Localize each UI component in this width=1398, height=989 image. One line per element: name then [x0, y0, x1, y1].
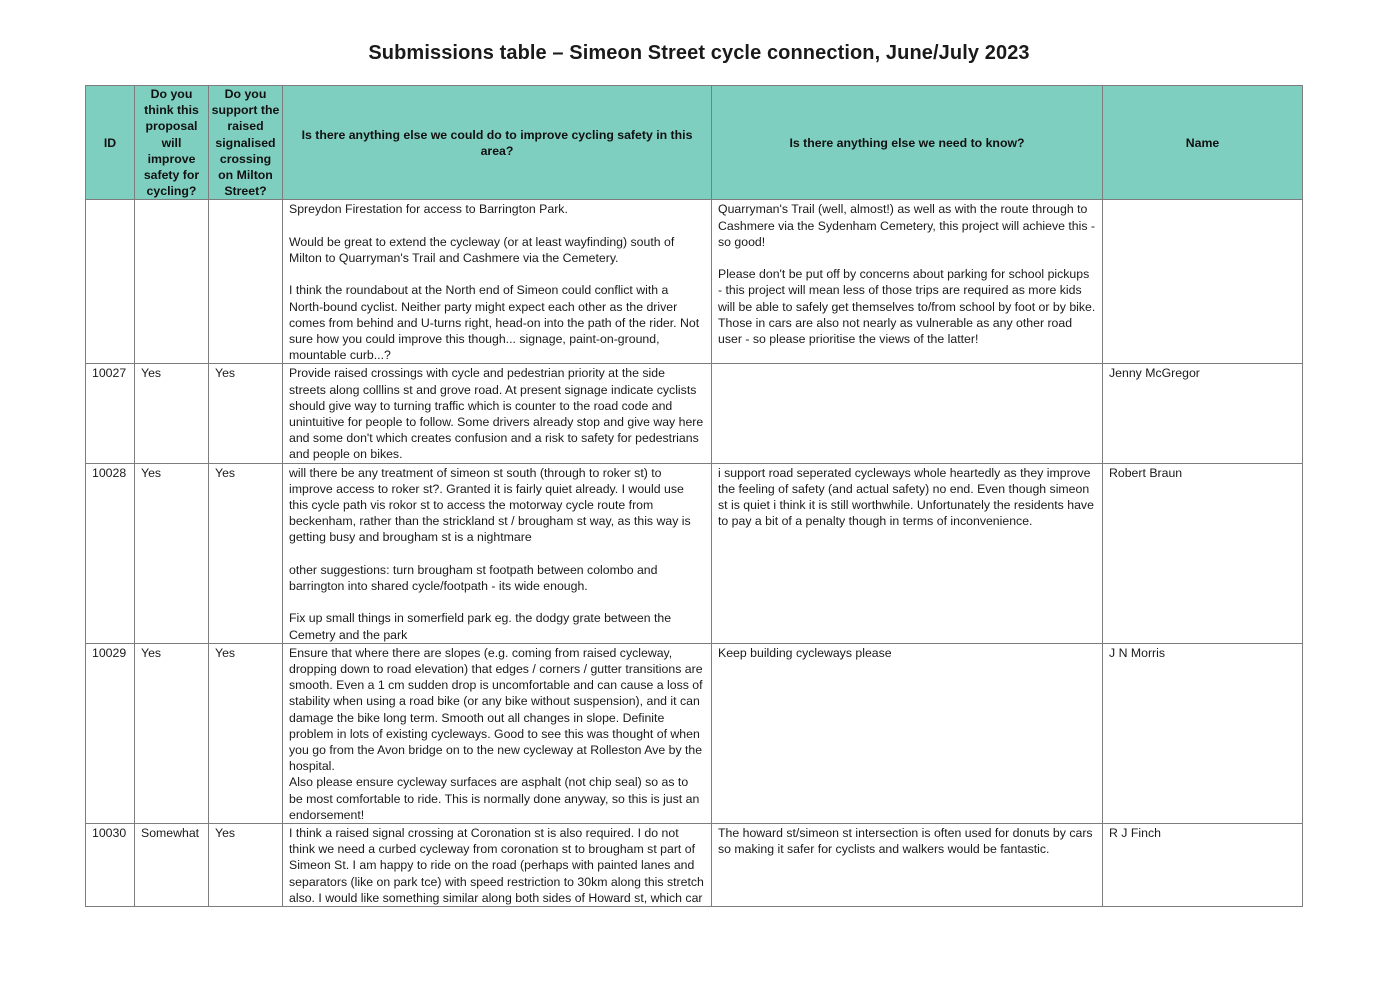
page-title: Submissions table – Simeon Street cycle connection, June/July 2023: [368, 42, 1030, 64]
paragraph: I think the roundabout at the North end of Simeon could conflict with a North-bound cyclist. Neither party might expect each other as the driver comes from behind and U-turns right, head-on into the path of the rider. Not sure how you could improve this though... signage, paint-on-ground, mountable curb...?: [289, 283, 700, 363]
table-row: [86, 824, 1303, 907]
cell-id: 10028: [86, 463, 135, 643]
cell-improve-safety: Yes: [135, 643, 209, 823]
cell-name: Robert Braun: [1103, 463, 1303, 643]
header-anything-else: Is there anything else we need to know?: [712, 86, 1103, 200]
paragraph: will there be any treatment of simeon st south (through to roker st) to improve access to roker st?. Granted it is fairly quiet already. I would use this cycle path vis rokor st to access the motorway cycle route from beckenham, rather than the strickland st / brougham st way, as this way is getting busy and brougham st is a nightmare: [289, 465, 691, 545]
paragraph: Fix up small things in somerfield park eg. the dodgy grate between the Cemetry and the park: [289, 611, 672, 642]
cell-improve-cycling-safety: [283, 824, 712, 907]
cell-name: [1103, 200, 1303, 364]
paragraph: Provide raised crossings with cycle and pedestrian priority at the side streets along colllins st and grove road. At present signage indicate cyclists should give way to turning traffic which is counter to the road code and unintuitive for people to follow. Some drivers already stop and give way here and some don't which creates confusion and a risk to safety for pedestrians and people on bikes.: [289, 366, 704, 462]
header-improve-safety: Do you think this proposal will improve safety for cycling?: [135, 86, 209, 200]
cell-support-crossing: [209, 200, 283, 364]
cell-support-crossing: Yes: [209, 364, 283, 463]
paragraph: Keep building cycleways please: [718, 645, 892, 660]
cell-id: [86, 200, 135, 364]
paragraph: The howard st/simeon st intersection is often used for donuts by cars so making it safer for cyclists and walkers would be fantastic.: [718, 826, 1093, 857]
header-improve-cycling-safety: Is there anything else we could do to improve cycling safety in this area?: [283, 86, 712, 200]
paragraph: Ensure that where there are slopes (e.g. coming from raised cycleway, dropping down to road elevation) that edges / corners / gutter transitions are smooth. Even a 1 cm sudden drop is uncomfortable and can cause a loss of stability when using a road bike (or any bike without suspension), and it can damage the bike long term. Smooth out all changes in slope. Definite problem in lots of existing cycleways. Good to see this was thought of when you go from the Avon bridge on to the new cycleway at Rolleston Ave by the hospital.: [289, 645, 703, 774]
paragraph: Please don't be put off by concerns about parking for school pickups - this project will mean less of those trips are required as more kids will be able to safely get themselves to/from school by foot or by bike. Those in cars are also not nearly as vulnerable as any other road user - so please prioritise the views of the latter!: [718, 267, 1096, 347]
cell-name: J N Morris: [1103, 643, 1303, 823]
table-row: [86, 364, 1303, 463]
paragraph: Spreydon Firestation for access to Barrington Park.: [289, 202, 568, 217]
cell-improve-safety: Yes: [135, 463, 209, 643]
table-row: [86, 463, 1303, 643]
cell-anything-else: [712, 364, 1103, 463]
header-row: [86, 86, 1303, 200]
cell-improve-safety: Yes: [135, 364, 209, 463]
paragraph: Quarryman's Trail (well, almost!) as well as with the route through to Cashmere via the Sydenham Cemetery, this project will achieve this - so good!: [718, 202, 1096, 249]
paragraph: I think a raised signal crossing at Coronation st is also required. I do not think we need a curbed cycleway from coronation st to brougham st part of Simeon St. I am happy to ride on the road (perhaps with painted lanes and separators (like on park tce) with speed restriction to 30km along this stretch also. I would like something similar along both sides of Howard st, which car: [289, 826, 704, 905]
cell-support-crossing: Yes: [209, 824, 283, 907]
paragraph: other suggestions: turn brougham st footpath between colombo and barrington into shared cycle/footpath - its wide enough.: [289, 562, 658, 594]
cell-name: Jenny McGregor: [1103, 364, 1303, 463]
cell-support-crossing: Yes: [209, 463, 283, 643]
header-name: Name: [1103, 86, 1303, 200]
paragraph: i support road seperated cycleways whole heartedly as they improve the feeling of safety (and actual safety) no end. Even though simeon st is quiet i think it is still worthwhile. Unfortunately the residents have to pay a bit of a penalty though in terms of inconvenience.: [718, 465, 1094, 529]
table-row: [86, 200, 1303, 364]
cell-anything-else: [712, 200, 1103, 364]
cell-improve-cycling-safety: [283, 463, 712, 643]
submissions-table: [85, 85, 1303, 907]
cell-anything-else: [712, 643, 1103, 823]
header-support-crossing: Do you support the raised signalised crossing on Milton Street?: [209, 86, 283, 200]
cell-improve-safety: [135, 200, 209, 364]
cell-id: 10030: [86, 824, 135, 907]
paragraph: Also please ensure cycleway surfaces are asphalt (not chip seal) so as to be most comfortable to ride. This is normally done anyway, so this is just an endorsement!: [289, 775, 700, 822]
cell-improve-cycling-safety: [283, 643, 712, 823]
cell-anything-else: [712, 824, 1103, 907]
paragraph: Would be great to extend the cycleway (or at least wayfinding) south of Milton to Quarryman's Trail and Cashmere via the Cemetery.: [289, 234, 675, 266]
cell-anything-else: [712, 463, 1103, 643]
cell-improve-safety: Somewhat: [135, 824, 209, 907]
table-row: [86, 643, 1303, 823]
cell-improve-cycling-safety: [283, 200, 712, 364]
cell-id: 10029: [86, 643, 135, 823]
cell-support-crossing: Yes: [209, 643, 283, 823]
cell-name: R J Finch: [1103, 824, 1303, 907]
header-id: ID: [86, 86, 135, 200]
cell-improve-cycling-safety: [283, 364, 712, 463]
cell-id: 10027: [86, 364, 135, 463]
